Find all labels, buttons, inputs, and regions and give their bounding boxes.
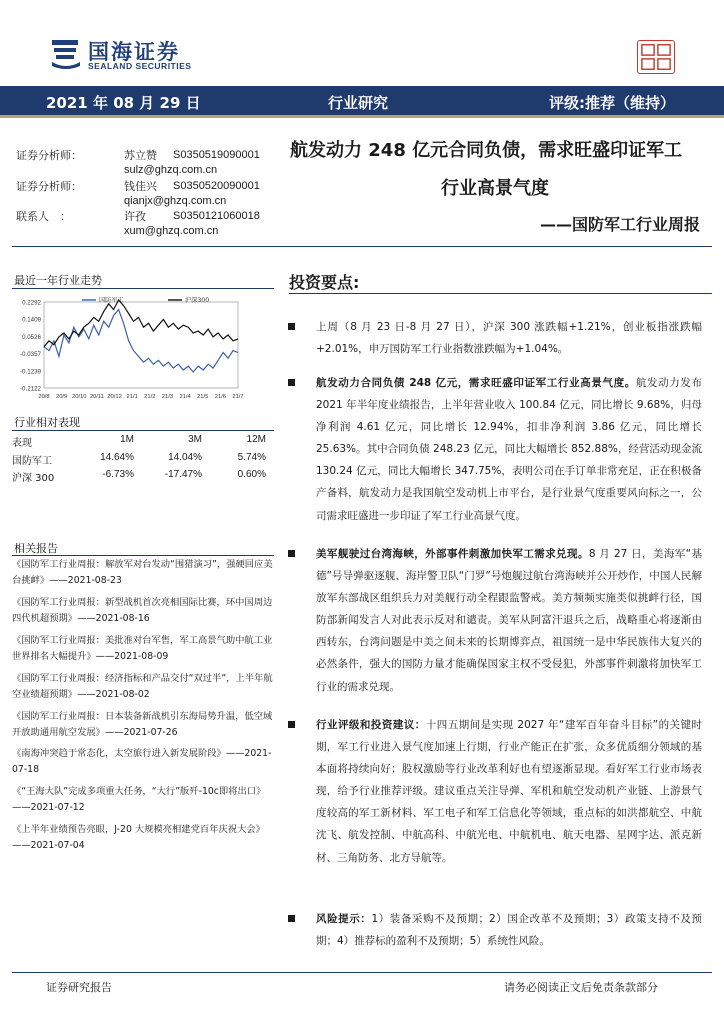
legend-label: 国防军工: [99, 297, 124, 304]
bullet-square-icon: [288, 379, 295, 386]
analyst-name: 许孜: [124, 210, 146, 224]
analyst-role: 联系人 ：: [16, 210, 71, 224]
x-tick-label: 21/3: [161, 394, 174, 400]
brand-name-cn: 国海证券: [88, 40, 180, 64]
x-tick-label: 20/12: [107, 394, 122, 400]
report-date: 2021 年 08 月 29 日: [46, 94, 201, 112]
x-tick-label: 21/1: [126, 394, 138, 400]
analyst-name: 苏立赞: [124, 149, 157, 162]
table-cell: -6.73%: [102, 469, 134, 480]
table-cell: 国防军工: [12, 455, 52, 467]
analyst-row: [16, 179, 286, 194]
report-link[interactable]: 《南海冲突趋于常态化，太空旅行进入新发展阶段》——2021-07-18: [12, 748, 272, 776]
table-cell: 14.04%: [168, 451, 202, 463]
footer-left: 证券研究报告: [46, 981, 112, 994]
point-lead: 行业评级和投资建议：: [316, 719, 426, 731]
x-tick-label: 20/11: [89, 394, 104, 400]
table-cell: 沪深 300: [12, 473, 55, 484]
bullet-square-icon: [288, 721, 295, 728]
y-tick-label: 0.1409: [22, 316, 41, 324]
y-tick-label: 0.2292: [22, 299, 41, 307]
report-subtitle: ——国防军工行业周报: [539, 215, 700, 234]
x-tick-label: 21/7: [232, 394, 244, 400]
analyst-role: 证券分析师：: [16, 149, 82, 162]
y-tick-label: -0.1239: [20, 368, 41, 376]
table-cell: 5.74%: [237, 451, 266, 463]
analyst-email[interactable]: xum@ghzq.com.cn: [124, 225, 219, 238]
points-divider: [289, 293, 712, 294]
perf-divider: [12, 430, 274, 431]
analyst-email[interactable]: qianjx@ghzq.com.cn: [124, 194, 227, 207]
y-tick-label: 0.0526: [22, 333, 41, 341]
table-cell: 14.64%: [100, 451, 134, 463]
point-lead: 风险提示：: [316, 913, 372, 925]
brand-logo-icon: [50, 36, 82, 70]
legend-label: 沪深300: [185, 297, 210, 304]
point-text: 上周（8 月 23 日-8 月 27 日），沪深 300 涨跌幅+1.21%，创业板指涨跌幅+2.01%，申万国防军工行业指数涨跌幅为+1.04%。: [316, 321, 702, 356]
x-tick-label: 21/5: [197, 394, 209, 400]
table-header-cell: 1M: [120, 434, 134, 445]
analyst-license: S0350520090001: [173, 179, 260, 192]
analyst-row: [16, 209, 286, 224]
analyst-email[interactable]: sulz@ghzq.com.cn: [124, 164, 218, 177]
header-divider: [12, 246, 712, 247]
x-tick-label: 20/10: [72, 394, 87, 400]
series-line-2: [44, 300, 238, 347]
table-row: [12, 467, 272, 485]
point-text: 8 月 27 日，美海军“基德”号导弹驱逐舰、海岸警卫队“门罗”号炮舰过航台湾海峡并公开炒作，中国人民解放军东部战区组织兵力对美舰行动全程跟监警戒。美方频频实施类似挑衅行径，国防部新闻发言人对此表示反对和谴责。美军从阿富汗退兵之后，战略重心将逐渐由西转东，台湾问题是中美之间未来的长期博弈点，祖国统一是中华民族伟大复兴的必然条件，强大的国防力量才能确保国家主权不受侵犯，外部事件刺激将加快军工行业的需求兑现。: [316, 548, 702, 693]
point-paragraph: [290, 908, 702, 952]
brand-logo: [50, 36, 220, 76]
report-link[interactable]: 《上半年业绩预告亮眼，J-20 大规模亮相建党百年庆祝大会》——2021-07-04: [12, 824, 265, 852]
report-title-line2: 行业高景气度: [441, 178, 549, 199]
series-line-1: [44, 310, 238, 372]
x-tick-label: 21/4: [179, 394, 191, 400]
point-paragraph: [290, 543, 702, 698]
industry-trend-chart: [10, 292, 246, 410]
trend-divider: [12, 288, 274, 289]
report-link[interactable]: 《国防军工行业周报：解放军对台发动“围猎演习”，强硬回应美台挑衅》——2021-08-23: [12, 559, 273, 587]
analyst-role: 证券分析师：: [16, 179, 82, 193]
footer-divider: [12, 972, 712, 973]
report-link[interactable]: 《国防军工行业周报：日本装备新战机引东海局势升温，低空域开放助通用航空发展》——2021-07-26: [12, 710, 273, 738]
report-title-line1: 航发动力 248 亿元合同负债，需求旺盛印证军工: [290, 140, 683, 161]
bullet-square-icon: [288, 550, 295, 557]
x-tick-label: 20/8: [38, 394, 50, 400]
analyst-license: S0350519090001: [173, 149, 260, 161]
table-row: [12, 450, 272, 468]
table-cell: -17.47%: [164, 469, 202, 480]
x-tick-label: 20/9: [55, 394, 68, 400]
table-header-cell: 12M: [246, 434, 266, 445]
analyst-email-row: [16, 194, 286, 209]
related-reports-list: [12, 557, 274, 860]
performance-table: [12, 432, 272, 485]
point-text: 十四五期间是实现 2027 年“建军百年奋斗目标”的关键时期，军工行业进入景气度加速上行期，行业产能正在扩张，众多优质细分领域的基本面将持续向好；股权激励等行业改革利好也有望逐渐显现。看好军工行业市场表现，给予行业推荐评级。建议重点关注导弹、军机和航空发动机产业链、上游景气度较高的军工新材料、军工电子和军工信息化等领域，重点标的如洪都航空、中航沈飞、航发控制、中航高科、中航光电、中航机电、航天电器、星网宇达、派克新材、三角防务、北方导航等。: [316, 719, 703, 864]
brand-name-en: SEALAND SECURITIES: [88, 61, 192, 71]
x-tick-label: 21/2: [144, 394, 156, 400]
seal-stamp-icon: [637, 40, 675, 74]
analyst-row: [16, 148, 286, 163]
analyst-email-row: [16, 163, 286, 178]
analyst-license: S0350121060018: [173, 210, 260, 223]
table-header-cell: 3M: [188, 434, 202, 445]
report-link[interactable]: 《“王海大队”完成多项重大任务，“大行”版歼-10c即将出口》——2021-07-12: [12, 786, 266, 814]
point-text: 1）装备采购不及预期；2）国企改革不及预期；3）政策支持不及预期；4）推荐标的盈利不及预期；5）系统性风险。: [316, 913, 702, 948]
analyst-name: 钱佳兴: [124, 179, 157, 193]
y-tick-label: -0.2122: [20, 385, 41, 393]
table-header-cell: 表现: [12, 438, 32, 449]
investment-points-title: 投资要点:: [289, 273, 360, 292]
bullet-square-icon: [288, 323, 295, 330]
report-link[interactable]: 《国防军工行业周报：经济指标和产品交付“双过半”，上半年航空业绩超预期》——2021-08-02: [12, 672, 273, 700]
footer-disclaimer: 请务必阅读正文后免责条款部分: [504, 981, 658, 994]
y-tick-label: -0.0357: [20, 351, 41, 359]
report-link[interactable]: 《国防军工行业周报：新型战机首次亮相国际比赛，环中国周边四代机超预期》——2021-08-16: [12, 596, 273, 624]
x-tick-label: 21/6: [214, 394, 227, 400]
trend-section-title: 最近一年行业走势: [14, 274, 102, 287]
analyst-email-row: [16, 224, 286, 239]
reports-section-title: 相关报告: [14, 542, 58, 555]
point-lead: 美军舰驶过台湾海峡，外部事件刺激加快军工需求兑现。: [316, 548, 589, 560]
perf-section-title: 行业相对表现: [14, 416, 80, 429]
table-header-row: [12, 432, 272, 450]
point-paragraph: [290, 316, 702, 360]
point-paragraph: [290, 714, 702, 869]
report-link[interactable]: 《国防军工行业周报：美批准对台军售，军工高景气助中航工业世界排名大幅提升》——2021-08-09: [12, 634, 273, 662]
reports-divider: [12, 555, 274, 556]
point-lead: 航发动力合同负债 248 亿元，需求旺盛印证军工行业高景气度。: [316, 377, 636, 389]
point-paragraph: [290, 372, 702, 527]
table-cell: 0.60%: [237, 469, 266, 480]
industry-rating: 评级:推荐（维持）: [549, 94, 675, 112]
plot-area: [44, 302, 238, 388]
report-type: 行业研究: [328, 94, 389, 112]
analyst-info: [16, 148, 286, 240]
report-header-bar: [0, 86, 724, 118]
bullet-square-icon: [288, 915, 295, 922]
point-text: 航发动力发布 2021 年半年度业绩报告，上半年营业收入 100.84 亿元，同比增长 9.68%，归母净利润 4.61 亿元，同比增长 12.94%，扣非净利润 3.86 亿元，同比增长 25.63%。其中合同负债 248.23 亿元，同比大幅增长 852.88%，经营活动现金流 130.24 亿元，同比大幅增长 347.75%，表明公司在手订单非常充足，正在积极备产备料，航发动力是我国航空发动机上市平台，是行业景气度重要风向标之一，公司需求旺盛进一步印证了军工行业高景气度。: [316, 377, 703, 522]
